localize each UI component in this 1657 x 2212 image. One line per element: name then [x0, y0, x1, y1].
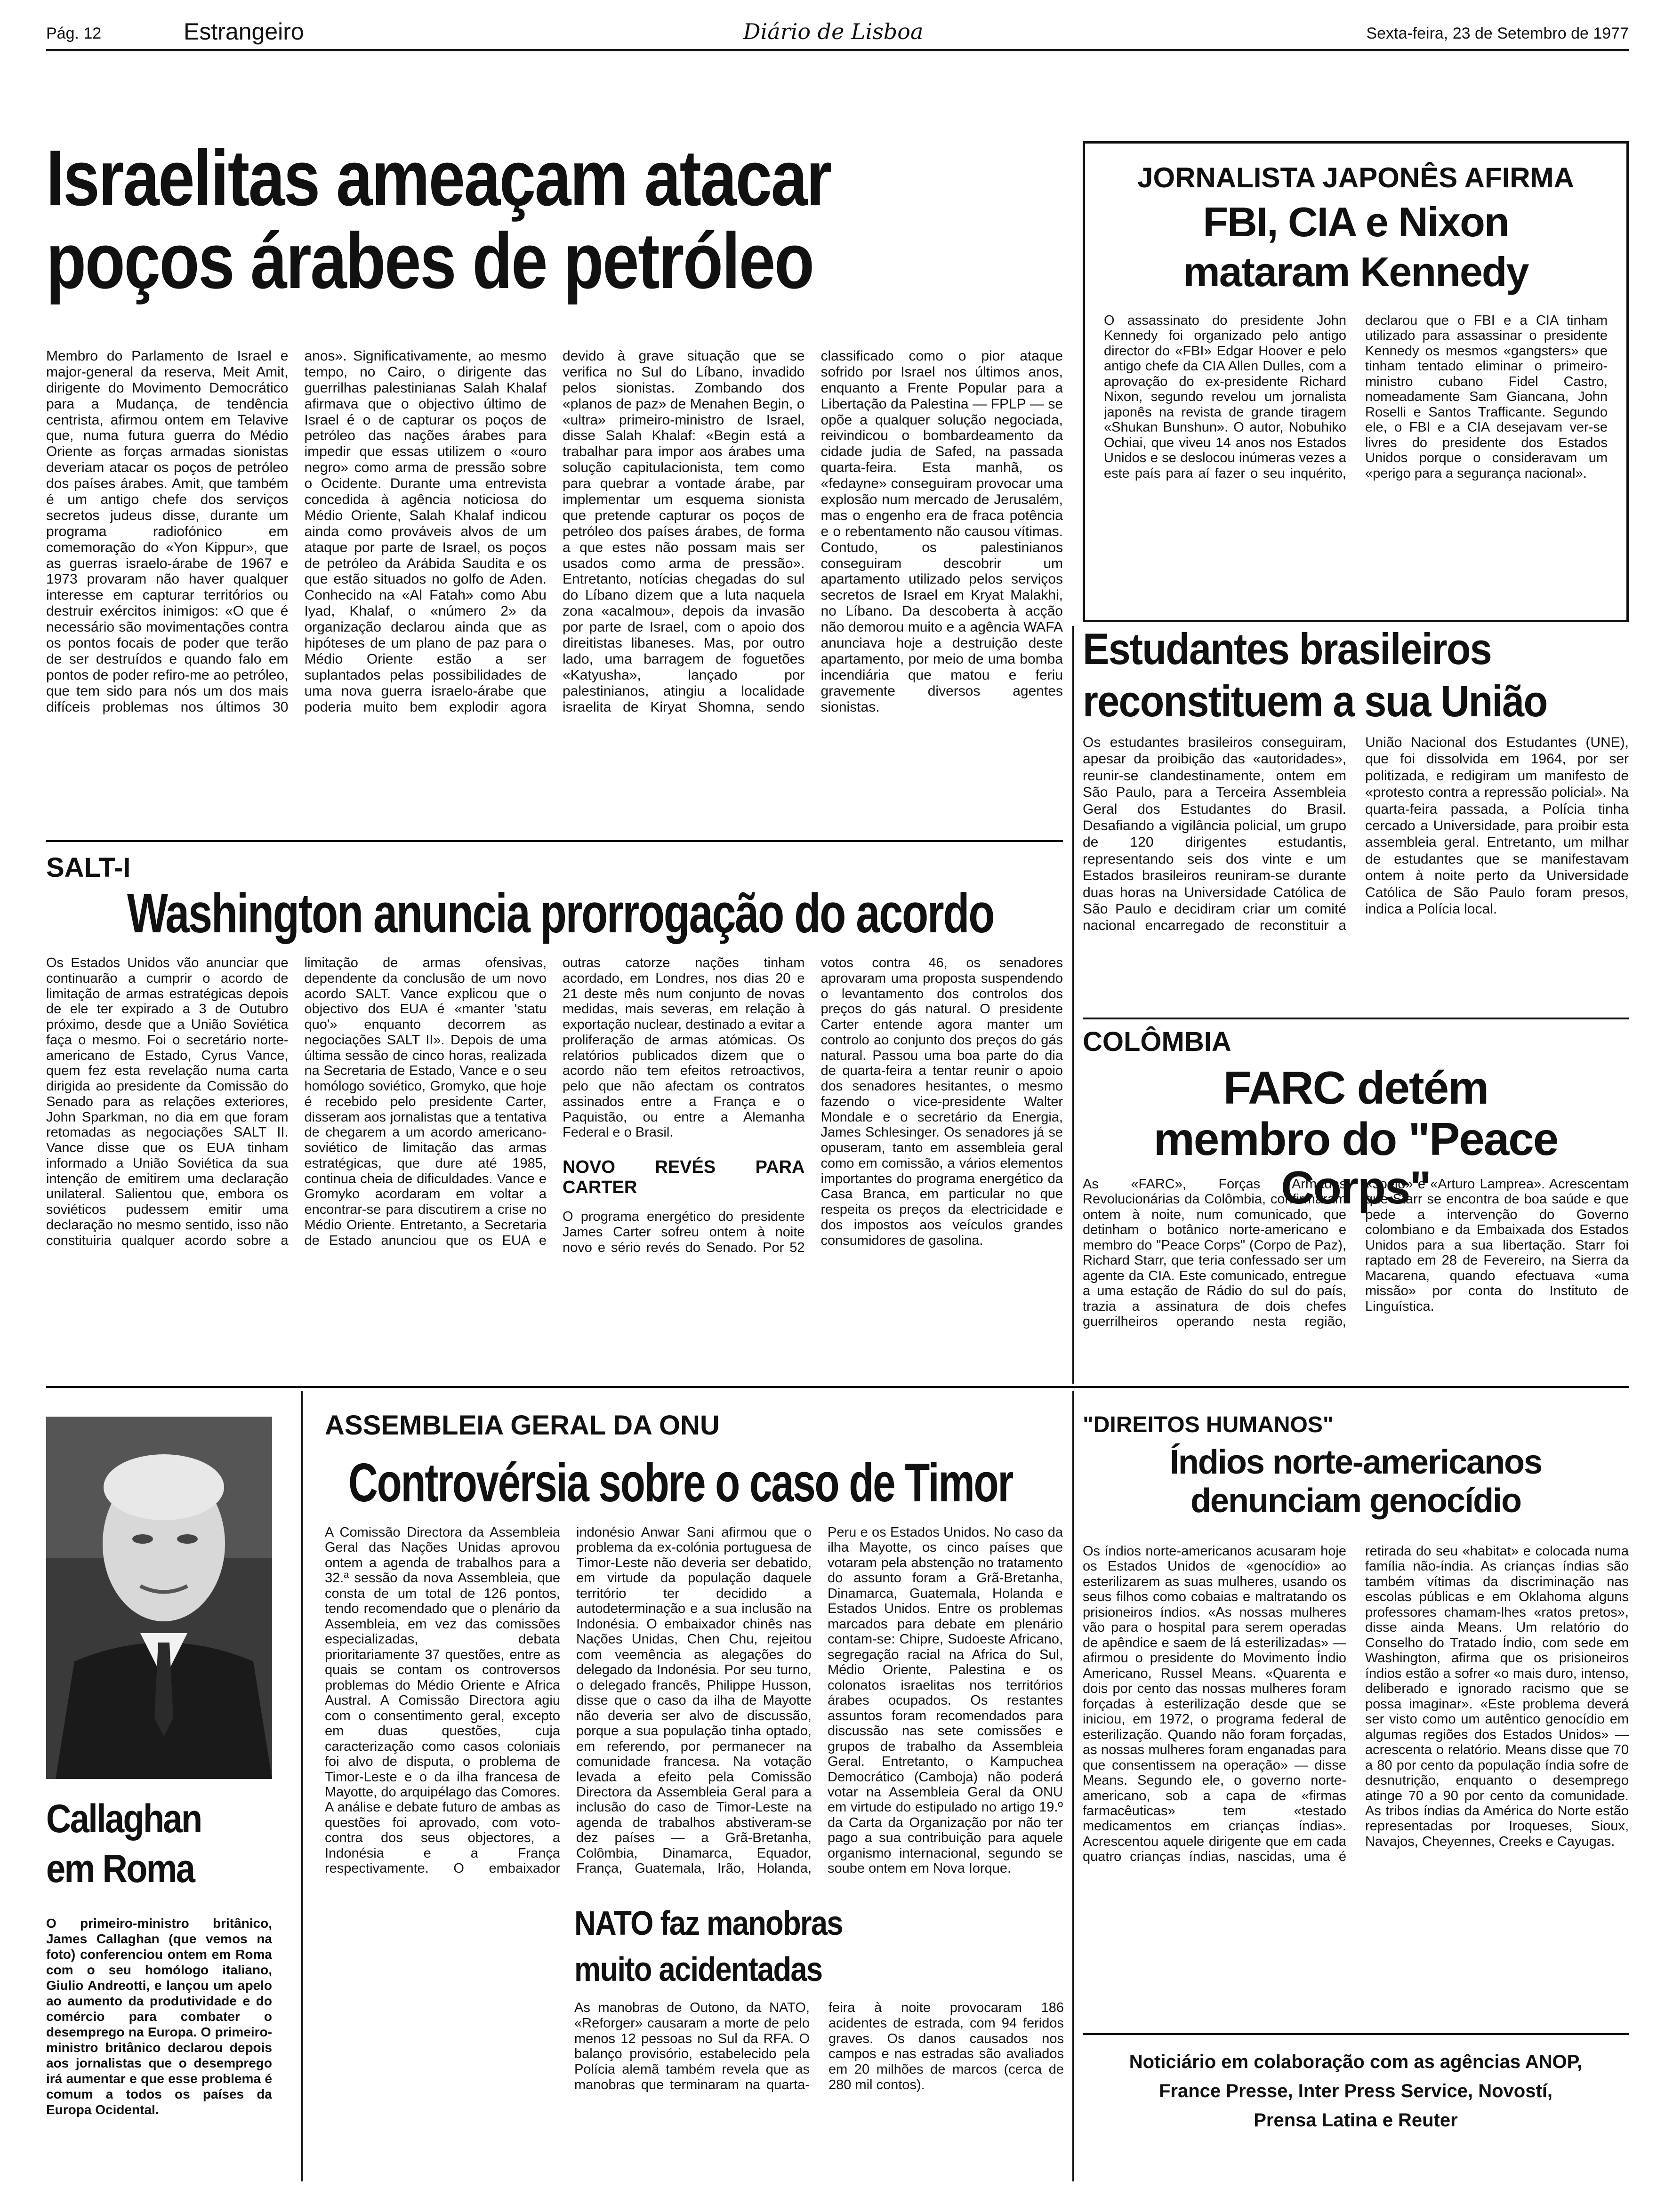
footer-note-line1: Noticiário em colaboração com as agências ANOP,: [1129, 2052, 1583, 2072]
callaghan-photo-portrait: [46, 1417, 272, 1779]
nato-headline: [574, 1906, 1064, 1996]
header-rule: [46, 49, 1629, 51]
masthead: Diário de Lisboa: [743, 19, 924, 44]
indios-body: Os índios norte-americanos acusaram hoje os Estados Unidos de «genocídio» ao esterilizarem as suas mulheres, usando os seus filhos como cobaias e maltratando os prisioneiros índios. «As nossas mulheres vão para o hospital para serem operadas de apêndice e saem de lá esterilizadas» — afirmou o presidente do Movimento Índio Americano, Russel Means. «Quarenta e dois por cento das nossas mulheres foram forçadas à esterilização desde que se iniciou, em 1972, o programa federal de esterilização. Quando não foram forçadas, as nossas mulheres foram enganadas para que consentissem na operação» — disse Means. Segundo ele, o governo norte-americano, sob a capa de «firmas farmacêuticas» tem «testado medicamentos em crianças índias». Acrescentou aquele dirigente que em cada quatro crianças índias, nascidas, uma é retirada do seu «habitat» e colocada numa família não-índia. As crianças índias são também vítimas da discriminação nas escolas públicas e em Oklahoma alguns professores chamam-lhes «ratos pretos», disse ainda Means. Um relatório do Conselho do Tratado Índio, com sede em Washington, afirma que os prisioneiros índios estão a sofrer «o mais duro, intenso, deliberado e ignorado racismo que se possa imaginar». «Este problema deverá ser visto como um autêntico genocídio em algumas regiões dos Estados Unidos» — acrescenta o relatório. Means disse que 70 a 80 por cento da população índia sofre de desnutrição, enquanto o desemprego atinge 70 a 90 por cento da comunidade. As tribos índias da América do Norte estão representadas por Iroqueses, Sioux, Navajos, Cheyennes, Creeks e Cayugas.: [1083, 1544, 1629, 1865]
kennedy-headline-line1: FBI, CIA e Nixon: [1203, 199, 1509, 245]
farc-top-rule: [1083, 1018, 1629, 1019]
students-headline-line1: Estudantes brasileiros: [1083, 624, 1491, 673]
farc-headline-line2: membro do "Peace Corps": [1153, 1113, 1558, 1213]
kennedy-box: [1083, 141, 1629, 622]
lead-bottom-rule: [46, 840, 1063, 842]
salt-body: [46, 955, 1063, 1370]
timor-kicker: ASSEMBLEIA GERAL DA ONU: [325, 1410, 720, 1441]
salt-subhead: NOVO REVÉS PARA CARTER: [563, 1157, 805, 1198]
students-headline: [1083, 626, 1629, 739]
kennedy-headline-line2: mataram Kennedy: [1183, 248, 1528, 296]
callaghan-body: O primeiro-ministro britânico, James Callaghan (que vemos na foto) conferenciou ontem em Roma com o seu homólogo italiano, Giulio Andreotti, e lançou um apelo ao aumento da produtividade e do comércio para combater o desemprego na Europa. O primeiro-ministro britânico declarou depois aos jornalistas que o desemprego irá aumentar e que esse problema é comum a todos os países da Europa Ocidental.: [46, 1916, 272, 2117]
farc-kicker: COLÔMBIA: [1083, 1026, 1231, 1057]
indios-headline: [1083, 1445, 1629, 1534]
timor-body: A Comissão Directora da Assembleia Geral das Nações Unidas aprovou ontem a agenda de trabalhos para a 32.ª sessão da nova Assembleia, que consta de um total de 126 pontos, tendo recomendado que o plenário da Assembleia, em vez das comissões especializadas, debata prioritariamente 37 questões, entre as quais se contam os controversos problemas do Médio Oriente e Africa Austral. A Comissão Directora agiu com o consentimento geral, excepto em duas questões, cuja caracterização como casos coloniais foi alvo de disputa, o problema de Timor-Leste e o da ilha francesa de Mayotte, do arquipélago das Comores. A análise e debate futuro de ambas as questões foi aprovado, com voto-contra dos seus objectores, a Indonésia e a França respectivamente. O embaixador indonésio Anwar Sani afirmou que o problema da ex-colónia portuguesa de Timor-Leste não deveria ser debatido, em virtude da população daquele território ter decidido a autodeterminação e a sua inclusão na Indonésia. O embaixador chinês nas Nações Unidas, Chen Chu, rejeitou com veemência as alegações do delegado da Indonésia. Por seu turno, o delegado francês, Philippe Husson, disse que o caso da ilha de Mayotte não deveria ser alvo de discussão, porque a sua população tinha optado, em referendo, por permanecer na comunidade francesa. Na votação levada a efeito pela Comissão Directora da Assembleia Geral para a inclusão do caso de Timor-Leste na agenda de trabalhos abstiveram-se dez países — a Grã-Bretanha, Colômbia, Dinamarca, Equador, França, Guatemala, Irão, Holanda, Peru e os Estados Unidos. No caso da ilha Mayotte, os cinco países que votaram pela abstenção no tratamento do assunto foram a Grã-Bretanha, Dinamarca, Guatemala, Holanda e Estados Unidos. Entre os problemas marcados para debate em plenário contam-se: Chipre, Sudoeste Africano, segregação racial na Africa do Sul, Médio Oriente, Palestina e os colonatos israelitas nos territórios árabes ocupados. Os restantes assuntos foram recomendados para discussão nas sete comissões e grupos de trabalho da Assembleia Geral. Entretanto, o Kampuchea Democrático (Camboja) não poderá votar na Assembleia Geral da ONU em virtude do estipulado no artigo 19.º da Carta da Organização por não ter pago a sua contribuição para aquele organismo internacional, segundo se soube ontem em Nova Iorque.: [325, 1525, 1063, 1876]
indios-headline-line2: denunciam genocídio: [1190, 1482, 1521, 1520]
footer-note-line3: Prensa Latina e Reuter: [1254, 2110, 1458, 2131]
farc-headline-line1: FARC detém: [1223, 1062, 1488, 1114]
right-column-rule: [1072, 626, 1074, 1384]
indios-headline-line1: Índios norte-americanos: [1169, 1443, 1542, 1481]
nato-body: As manobras de Outono, da NATO, «Reforger» causaram a morte de pelo menos 12 pessoas no Sul da RFA. O balanço provisório, estabelecido pela Polícia alemã também revela que as manobras que terminaram na quarta-feira à noite provocaram 186 acidentes de estrada, com 94 feridos graves. Os danos causados nos campos e nas estradas são avaliados em 20 milhões de marcos (cerca de 280 mil contos).: [574, 2000, 1064, 2092]
kennedy-body: O assassinato do presidente John Kennedy foi organizado pelo antigo director do «FBI» Edgar Hoover e pelo antigo chefe da CIA Allen Dulles, com a aprovação do ex-presidente Richard Nixon, segundo revelou um jornalista japonês na revista de grande tiragem «Shukan Bunshun». O autor, Nobuhiko Ochiai, que viveu 14 anos nos Estados Unidos e se deslocou inúmeras vezes a este país para aí fazer o seu inquérito, declarou que o FBI e a CIA tinham utilizado para assassinar o presidente Kennedy os mesmos «gangsters» que tinham tentado eliminar o primeiro-ministro cubano Fidel Castro, nomeadamente Sam Giancana, John Roselli e Santos Trafficante. Segundo ele, o FBI e a CIA desejavam ver-se livres do presidente dos Estados Unidos porque o consideravam um «perigo para a segurança nacional».: [1104, 313, 1608, 481]
kennedy-kicker: JORNALISTA JAPONÊS AFIRMA: [1137, 162, 1574, 193]
lead-headline-line2: poços árabes de petróleo: [46, 216, 813, 305]
indios-kicker: "DIREITOS HUMANOS": [1083, 1412, 1334, 1437]
section-title: Estrangeiro: [184, 18, 304, 45]
salt-headline: Washington anuncia prorrogação do acordo: [127, 882, 994, 945]
timor-headline: Controvérsia sobre o caso de Timor: [348, 1452, 1013, 1513]
date: Sexta-feira, 23 de Setembro de 1977: [1366, 24, 1629, 42]
salt-kicker: SALT-I: [46, 852, 131, 883]
salt-body2-text: O programa energético do presidente James Carter sofreu ontem à noite novo e sério revés do Senado. Por 52 votos contra 46, os senadores aprovaram uma proposta suspendendo o levantamento dos controlos dos preços do gás natural. O presidente Carter entende agora manter um controlo ao conjunto dos preços do gás natural. Passou uma boa parte do dia de quarta-feira a tentar reunir o apoio dos senadores hesitantes, o mesmo fazendo o vice-presidente Walter Mondale e o secretário da Energia, James Schlesinger. Os senadores já se opuseram, tanto em assembleia geral como em comissão, a vários elementos importantes do programa energético da Casa Branca, em particular no que respeita os preços da electricidade e dos impostos aos veículos grandes consumidores de gasolina.: [563, 955, 1063, 1255]
lead-headline-line1: Israelitas ameaçam atacar: [46, 134, 831, 222]
nato-headline-line2: muito acidentadas: [574, 1950, 822, 1988]
callaghan-column-rule: [301, 1391, 303, 2181]
students-body: Os estudantes brasileiros conseguiram, apesar da proibição das «autoridades», reunir-se clandestinamente, ontem em São Paulo, para a Terceira Assembleia Geral dos Estudantes do Brasil. Desafiando a vigilância policial, um grupo de 120 dirigentes estudantis, representando seis dos vinte e um Estados brasileiros reuniram-se durante duas horas na Universidade Católica de São Paulo e decidiram criar um comité nacional encarregado de reconstituir a União Nacional dos Estudantes (UNE), que foi dissolvida em 1964, por ser politizada, e redigiram um manifesto de «protesto contra a repressão policial». Na quarta-feira passada, a Polícia tinha cercado a Universidade, para proibir esta assembleia geral. Entretanto, um milhar de estudantes que se manifestavam ontem à noite perto da Universidade Católica de São Paulo foram presos, indica a Polícia local.: [1083, 735, 1629, 934]
callaghan-headline-line1: Callaghan: [46, 1796, 201, 1841]
farc-body: As «FARC», Forças Armadas Revolucionárias da Colômbia, confirmaram ontem à noite, num comunicado, que detinham o botânico norte-americano e membro do "Peace Corps" (Corpo de Paz), Richard Starr, que teria confessado ser um agente da CIA. Este comunicado, entregue a uma estação de Rádio do sul do país, trazia a assinatura de dois chefes guerrilheiros operando nesta região, «Joelo» e «Arturo Lamprea». Acrescentam que Starr se encontra de boa saúde e que pede a intervenção do Governo colombiano e da Embaixada dos Estados Unidos para a sua libertação. Starr foi raptado em 28 de Fevereiro, na Sierra da Macarena, quando efectuava «uma missão» por conta do Instituto de Linguística.: [1083, 1177, 1629, 1330]
nato-headline-line1: NATO faz manobras: [574, 1905, 843, 1942]
lead-headline: [46, 136, 1063, 325]
footer-note-line2: France Presse, Inter Press Service, Novostí,: [1159, 2081, 1552, 2101]
callaghan-photo: [46, 1417, 272, 1779]
page-number: Pág. 12: [46, 24, 102, 42]
salt-body-text: Os Estados Unidos vão anunciar que continuarão a cumprir o acordo de limitação de armas estratégicas depois de ele ter expirado a 3 de Outubro próximo, desde que a União Soviética faça o mesmo. Foi o secretário norte-americano de Estado, Cyrus Vance, quem fez esta revelação numa carta dirigida ao presidente da Comissão do Senado para as relações exteriores, John Sparkman, no dia em que foram retomadas as negociações SALT II. Vance disse que os EUA tinham informado a União Soviética da sua intenção de emitirem uma declaração unilateral. Salientou que, embora os soviéticos pudessem emitir uma declaração no mesmo sentido, isso não constituiria qualquer acordo sobre a limitação de armas ofensivas, dependente da conclusão de um novo acordo SALT. Vance explicou que o objectivo dos EUA é «manter 'statu quo'» enquanto decorrem as negociações SALT II». Depois de uma última sessão de cinco horas, realizada na Secretaria de Estado, Vance e o seu homólogo soviético, Gromyko, que hoje é recebido pelo presidente Carter, disseram aos jornalistas que a tentativa de chegarem a um acordo americano-soviético de limitação das armas estratégicas, que dure até 1985, continua cheia de dificuldades. Vance e Gromyko acordaram em voltar a encontrar-se para discutirem a crise no Médio Oriente. Entretanto, a Secretaria de Estado anunciou que os EUA e outras catorze nações tinham acordado, em Londres, nos dias 20 e 21 deste mês num conjunto de novas medidas, mais severas, em relação à exportação nuclear, destinado a evitar a proliferação de armas atómicas. Os relatórios publicados dizem que o acordo não tem efeitos retroactivos, pelo que não afectam os contratos assinados entre a França e o Paquistão, ou entre a Alemanha Federal e o Brasil.: [46, 955, 805, 1248]
lower-right-column-rule: [1072, 1391, 1074, 2181]
callaghan-headline: [46, 1798, 272, 1911]
footer-note-rule: [1083, 2033, 1629, 2035]
lead-body: Membro do Parlamento de Israel e major-general da reserva, Meit Amit, dirigente do Movimento Democrático para a Mudança, de tendência centrista, afirmou ontem em Telavive que, numa futura guerra do Médio Oriente as forças armadas sionistas deveriam atacar os poços de petróleo dos países árabes. Amit, que também é um antigo chefe dos serviços secretos judeus disse, durante um programa radiofónico em comemoração do «Yon Kippur», que as guerras israelo-árabe de 1967 e 1973 provaram não haver qualquer interesse em capturar territórios ou destruir exércitos inimigos: «O que é necessário são movimentações contra os pontos focais de poder que terão de ser destruídos e quando falo em pontos de poder refiro-me ao petróleo, que tem sido para nós um dos mais difíceis problemas nos últimos 30 anos». Significativamente, ao mesmo tempo, no Cairo, o dirigente das guerrilhas palestinianas Salah Khalaf afirmava que o objectivo último de Israel é o de capturar os poços de petróleo das nações árabes para impedir que essas utilizem o «ouro negro» como arma de pressão sobre o Ocidente. Durante uma entrevista concedida à agência noticiosa do Médio Oriente, Salah Khalaf indicou ainda como prováveis alvos de um ataque por parte de Israel, os poços de petróleo da Arábida Saudita e os que estão situados no golfo de Aden. Conhecido na «Al Fatah» como Abu Iyad, Khalaf, o «número 2» da organização declarou ainda que as hipóteses de um plano de paz para o Médio Oriente estão a ser suplantados pelas possibilidades de uma nova guerra israelo-árabe que poderia muito bem explodir agora devido à grave situação que se verifica no Sul do Líbano, invadido pelos sionistas. Zombando dos «planos de paz» de Menahen Begin, o «ultra» primeiro-ministro de Israel, disse Salah Khalaf: «Begin está a trabalhar para impor aos árabes uma solução capitulacionista, tem como para quebrar a vontade árabe, par implementar um esquema sionista que pretende capturar os poços de petróleo dos países árabes, de forma a que estes não possam mais ser usados como arma de pressão». Entretanto, notícias chegadas do sul do Líbano dizem que a luta naquela zona «acalmou», depois da invasão por parte de Israel, com o apoio dos direitistas libaneses. Mas, por outro lado, uma barragem de foguetões «Katyusha», lançado por palestinianos, atingiu a localidade israelita de Kiryat Shomna, sendo classificado como o pior ataque sofrido por Israel nos últimos anos, enquanto a Frente Popular para a Libertação da Palestina — FPLP — se opõe a qualquer solução negociada, reivindicou o bombardeamento da cidade judia de Safed, na passada quarta-feira. Esta manhã, os «fedayne» conseguiram provocar uma explosão num mercado de Jerusalém, mas o engenho era de fraca potência e o rebentamento não causou vítimas. Contudo, os palestinianos conseguiram descobrir um apartamento utilizado pelos serviços secretos de Israel em Kryat Malakhi, no Líbano. Da descoberta à acção não demorou muito e a agência WAFA anunciava hoje a destruição deste apartamento, por meio de uma bomba incendiária que matou e feriu gravemente diversos agentes sionistas.: [46, 348, 1063, 715]
farc-headline: [1083, 1062, 1629, 1213]
footer-note: [1083, 2047, 1629, 2165]
mid-rule: [46, 1386, 1629, 1388]
students-headline-line2: reconstituem a sua União: [1083, 676, 1547, 726]
callaghan-headline-line2: em Roma: [46, 1846, 194, 1891]
